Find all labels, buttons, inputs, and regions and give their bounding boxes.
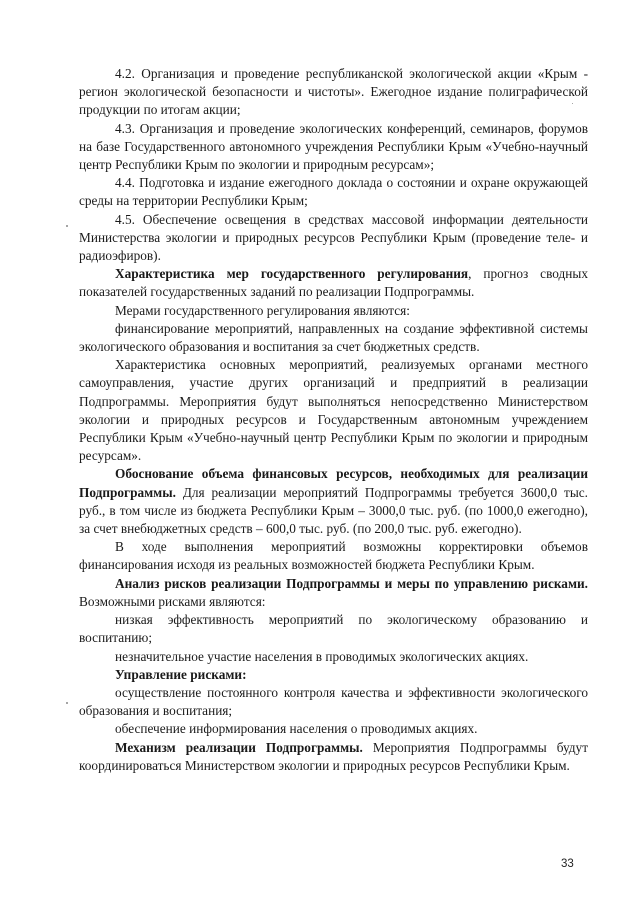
paragraph-risks (79, 575, 588, 611)
paragraph-regulation-text: , прогноз сводных показателей государственных заданий по реализации Подпрограммы. (79, 266, 588, 300)
heading-risk-management: Управление рисками: (115, 666, 247, 682)
paragraph-4-5: 4.5. Обеспечение освещения в средствах массовой информации деятельности Министерства экологии и природных ресурсов Республики Крым (проведение теле- и радиоэфиров). (79, 211, 588, 264)
paragraph-mechanism-text: Мероприятия Подпрограммы будут координироваться Министерством экологии и природных ресурсов Республики Крым. (79, 739, 589, 773)
scan-speck (572, 103, 573, 104)
scan-speck (66, 702, 68, 704)
heading-mechanism: Механизм реализации Подпрограммы. (115, 739, 363, 755)
paragraph-risk-management (79, 666, 588, 684)
heading-regulation: Характеристика мер государственного регулирования (115, 266, 469, 282)
paragraph-4-2: 4.2. Организация и проведение республиканской экологической акции «Крым - регион экологической безопасности и чистоты». Ежегодное издание полиграфической продукции по итогам акции; (79, 66, 588, 118)
scan-speck (66, 225, 68, 227)
paragraph-financing: финансирование мероприятий, направленных на создание эффективной системы экологического образования и воспитания за счет бюджетных средств. (79, 320, 588, 355)
paragraph-risk-1: низкая эффективность мероприятий по экологическому образованию и воспитанию; (79, 612, 588, 646)
heading-funding: Обоснование объема финансовых ресурсов, необходимых для реализации Подпрограммы. (79, 466, 588, 500)
paragraph-risks-text: Возможными рисками являются: (79, 593, 266, 609)
page-number: 33 (561, 858, 574, 870)
paragraph-funding-text: Для реализации мероприятий Подпрограммы требуется 3600,0 тыс. руб., в том числе из бюджета Республики Крым – 3000,0 тыс. руб. (по 1000,0 ежегодно), за счет внебюджетных средств – 600,0 тыс. руб. (по 200,0 тыс. руб. ежегодно). (79, 484, 588, 537)
paragraph-regulation-measures: Мерами государственного регулирования являются: (115, 302, 410, 318)
paragraph-risk-2: незначительное участие населения в проводимых экологических акциях. (115, 648, 529, 664)
paragraph-mechanism (79, 739, 588, 775)
paragraph-funding (79, 465, 588, 538)
heading-risks: Анализ рисков реализации Подпрограммы и меры по управлению рисками. (115, 575, 588, 591)
paragraph-management-2: обеспечение информирования населения о проводимых акциях. (115, 721, 478, 737)
document-body (79, 65, 588, 775)
paragraph-regulation (79, 265, 588, 301)
paragraph-adjustments: В ходе выполнения мероприятий возможны корректировки объемов финансирования исходя из реальных возможностей бюджета Республики Крым. (79, 539, 588, 573)
paragraph-4-4: 4.4. Подготовка и издание ежегодного доклада о состоянии и охране окружающей среды на территории Республики Крым; (79, 175, 588, 209)
paragraph-management-1: осуществление постоянного контроля качества и эффективности экологического образования и воспитания; (79, 684, 588, 719)
paragraph-activities: Характеристика основных мероприятий, реализуемых органами местного самоуправления, участие других организаций и предприятий в реализации Подпрограммы. Мероприятия будут выполняться непосредственно Министерством экологии и природных ресурсов и Государственным автономным учреждением Республики Крым «Учебно-научный центр Республики Крым по экологии и природным ресурсам». (79, 357, 588, 464)
paragraph-4-3: 4.3. Организация и проведение экологических конференций, семинаров, форумов на базе Государственного автономного учреждения Республики Крым «Учебно-научный центр Республики Крым по экологии и природным ресурсам»; (79, 120, 588, 173)
